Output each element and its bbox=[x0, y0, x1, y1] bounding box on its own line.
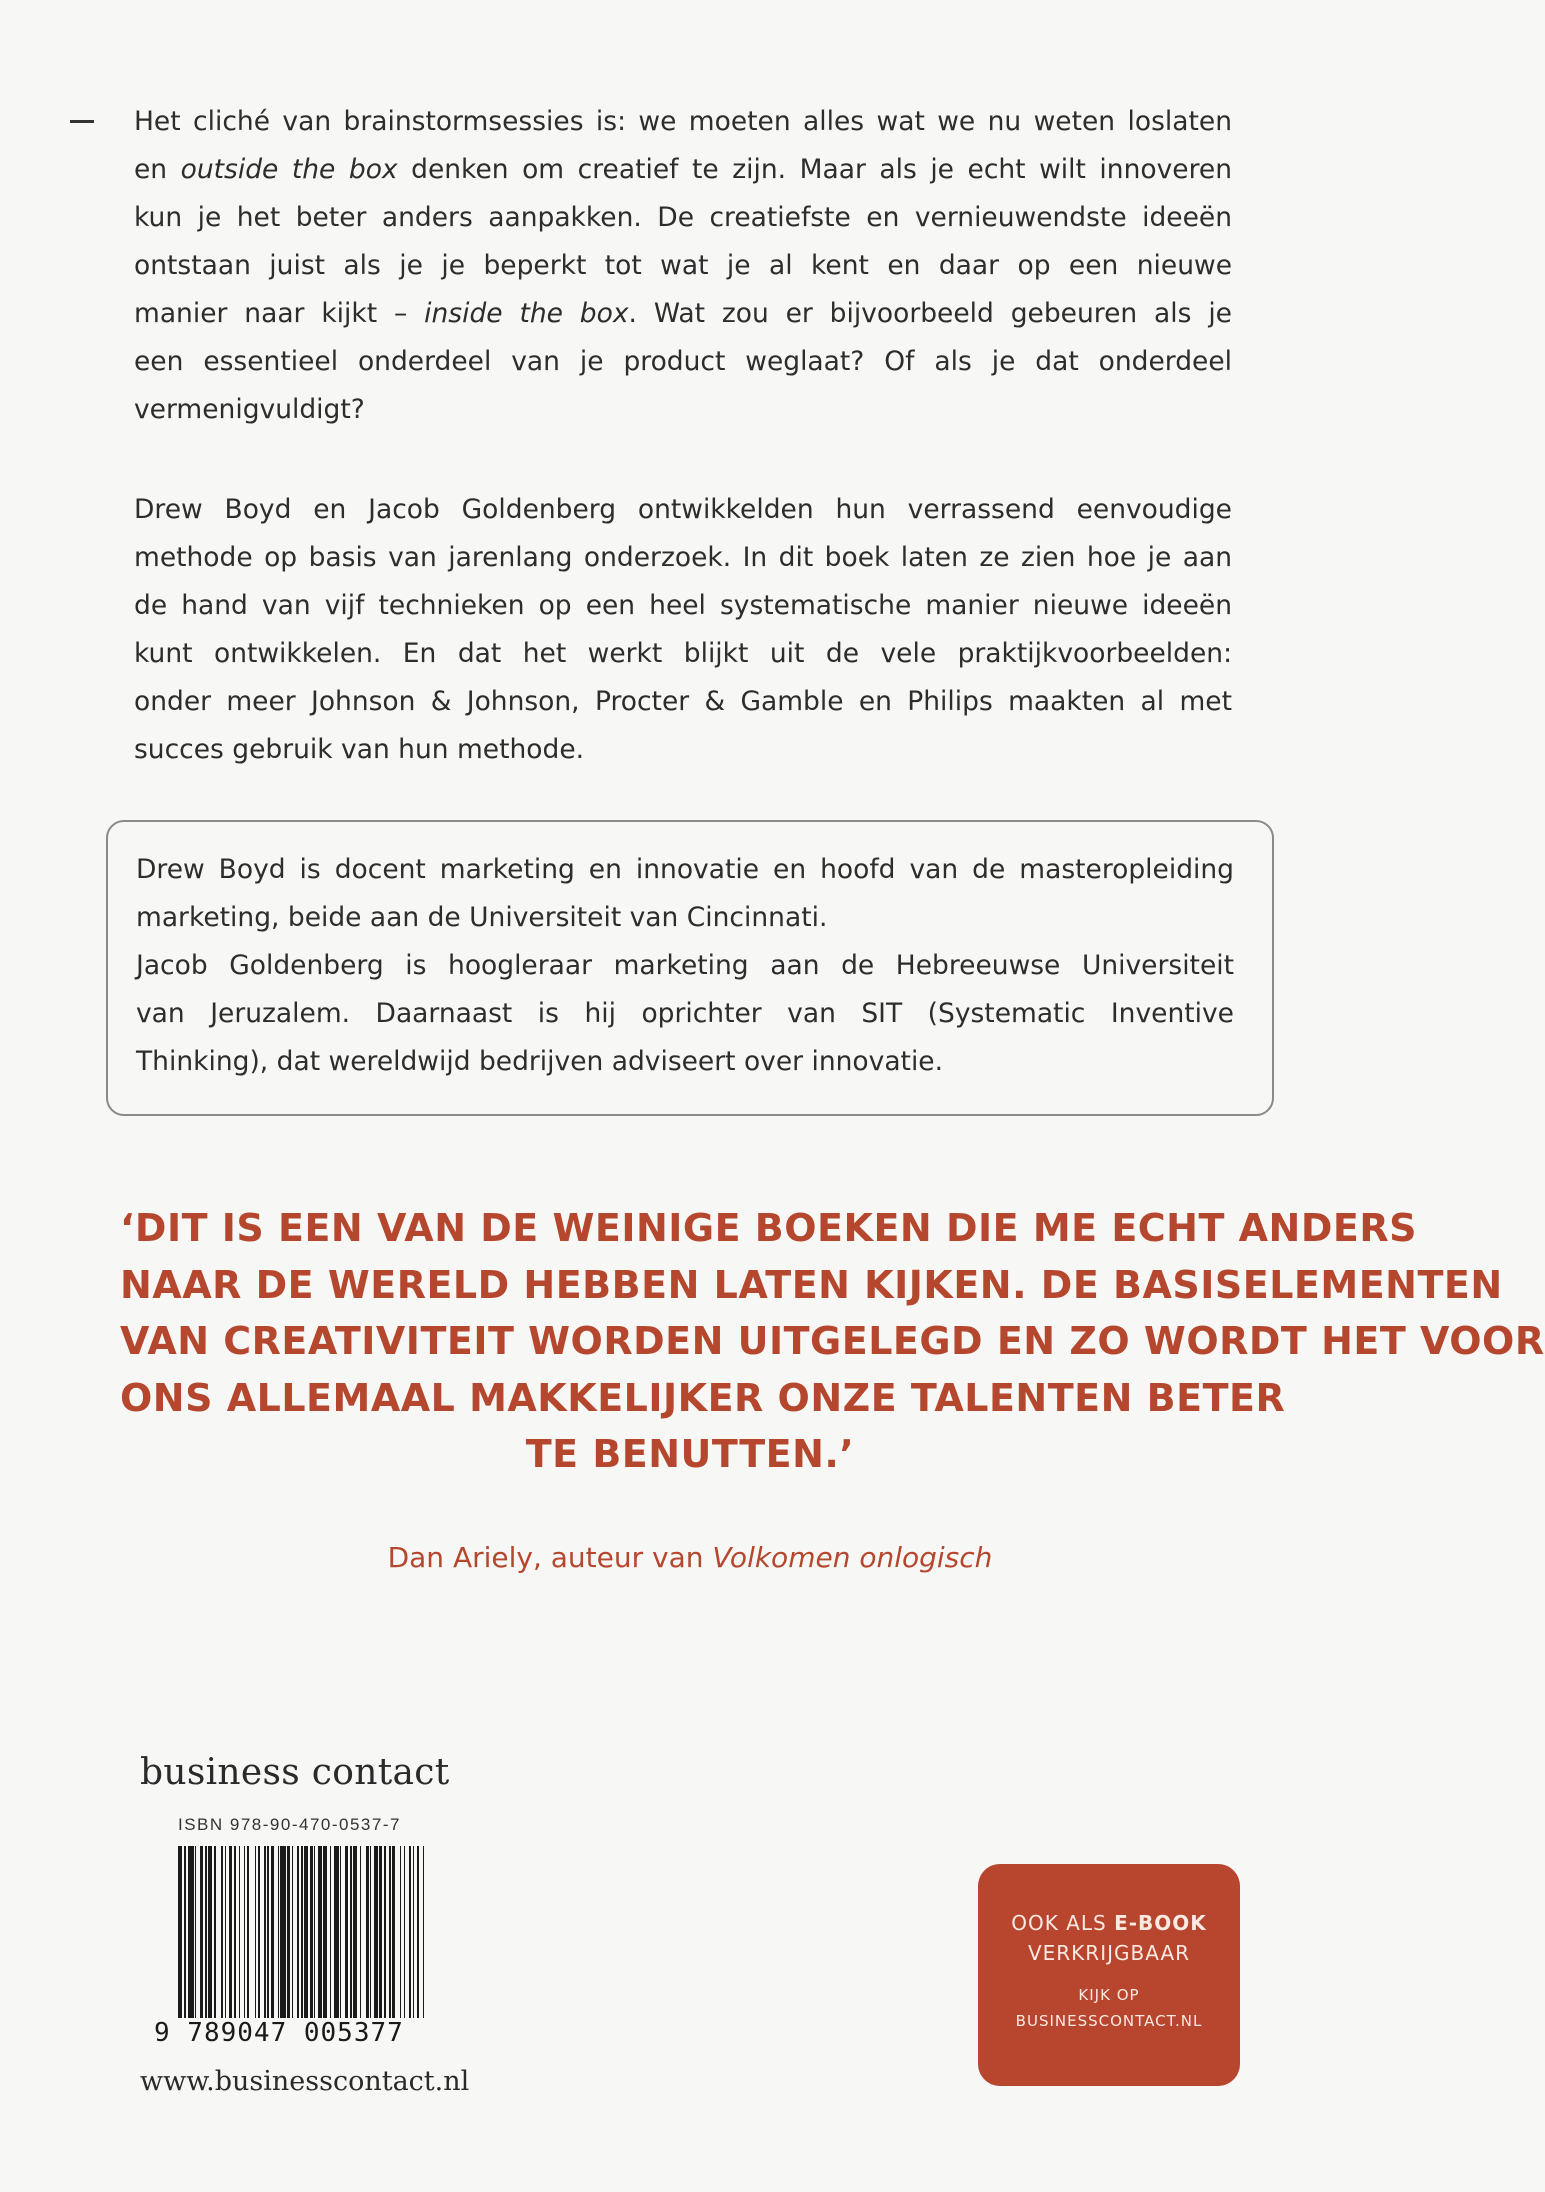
attribution-prefix: Dan Ariely, auteur van bbox=[387, 1541, 713, 1574]
text-line: Het cliché van brainstormsessies is: we moeten alles wat we nu weten loslaten bbox=[134, 106, 1232, 137]
text-line: methode op basis van jarenlang onderzoek. In dit boek laten ze zien hoe je aan bbox=[134, 542, 1232, 573]
text-line: succes gebruik van hun methode. bbox=[134, 734, 585, 765]
barcode-bar bbox=[424, 1846, 425, 2046]
text-line: een essentieel onderdeel van je product weglaat? Of als je dat onderdeel bbox=[134, 346, 1232, 377]
quote-line: TE BENUTTEN.’ bbox=[525, 1432, 855, 1476]
isbn-label: ISBN 978-90-470-0537-7 bbox=[178, 1815, 401, 1834]
quote-line: ONS ALLEMAAL MAKKELIJKER ONZE TALENTEN BETER bbox=[120, 1375, 1286, 1420]
description-paragraph-2 bbox=[134, 486, 1232, 774]
quote-attribution bbox=[120, 1536, 1260, 1580]
text-line: de hand van vijf technieken op een heel systematische manier nieuwe ideeën bbox=[134, 590, 1232, 621]
ebook-badge-line4: BUSINESSCONTACT.NL bbox=[1015, 2012, 1203, 2030]
ebook-badge bbox=[978, 1864, 1240, 2086]
description-paragraph-1 bbox=[134, 98, 1232, 434]
quote-line: VAN CREATIVITEIT WORDEN UITGELEGD EN ZO WORDT HET VOOR bbox=[120, 1319, 1545, 1363]
text-line: vermenigvuldigt? bbox=[134, 394, 365, 425]
text-line: Jacob Goldenberg is hoogleraar marketing aan de Hebreeuwse Universiteit bbox=[136, 950, 1234, 981]
publisher-url: www.businesscontact.nl bbox=[140, 2066, 470, 2097]
author-bio bbox=[136, 846, 1234, 1086]
text-line: en outside the box denken om creatief te zijn. Maar als je echt wilt innoveren bbox=[134, 154, 1232, 185]
text-line: marketing, beide aan de Universiteit van Cincinnati. bbox=[136, 902, 828, 933]
text-line: Thinking), dat wereldwijd bedrijven adviseert over innovatie. bbox=[136, 1046, 944, 1077]
text-line: ontstaan juist als je je beperkt tot wat je al kent en daar op een nieuwe bbox=[134, 250, 1232, 281]
barcode bbox=[178, 1846, 428, 2046]
ebook-badge-line1: OOK ALS E-BOOK bbox=[1011, 1911, 1207, 1935]
endorsement-quote bbox=[120, 1200, 1545, 1483]
attribution-book-title: Volkomen onlogisch bbox=[712, 1541, 993, 1574]
text-line: kun je het beter anders aanpakken. De creatiefste en vernieuwendste ideeën bbox=[134, 202, 1232, 233]
text-line: onder meer Johnson & Johnson, Procter & Gamble en Philips maakten al met bbox=[134, 686, 1232, 717]
text-line: van Jeruzalem. Daarnaast is hij oprichter van SIT (Systematic Inventive bbox=[136, 998, 1234, 1029]
quote-line: NAAR DE WERELD HEBBEN LATEN KIJKEN. DE BASISELEMENTEN bbox=[120, 1262, 1503, 1307]
barcode-digits: 9 789047 005377 bbox=[154, 2018, 454, 2048]
text-line: kunt ontwikkelen. En dat het werkt blijkt uit de vele praktijkvoorbeelden: bbox=[134, 638, 1232, 669]
dash-mark bbox=[70, 120, 94, 123]
ebook-badge-line3: KIJK OP bbox=[1078, 1986, 1140, 2004]
quote-line: ‘DIT IS EEN VAN DE WEINIGE BOEKEN DIE ME ECHT ANDERS bbox=[120, 1206, 1417, 1250]
ebook-badge-line2: VERKRIJGBAAR bbox=[1027, 1941, 1191, 1965]
text-line: Drew Boyd is docent marketing en innovatie en hoofd van de masteropleiding bbox=[136, 854, 1234, 885]
text-line: Drew Boyd en Jacob Goldenberg ontwikkelden hun verrassend eenvoudige bbox=[134, 494, 1232, 525]
text-line: manier naar kijkt – inside the box. Wat zou er bijvoorbeeld gebeuren als je bbox=[134, 298, 1232, 329]
publisher-logo: business contact bbox=[140, 1752, 450, 1793]
